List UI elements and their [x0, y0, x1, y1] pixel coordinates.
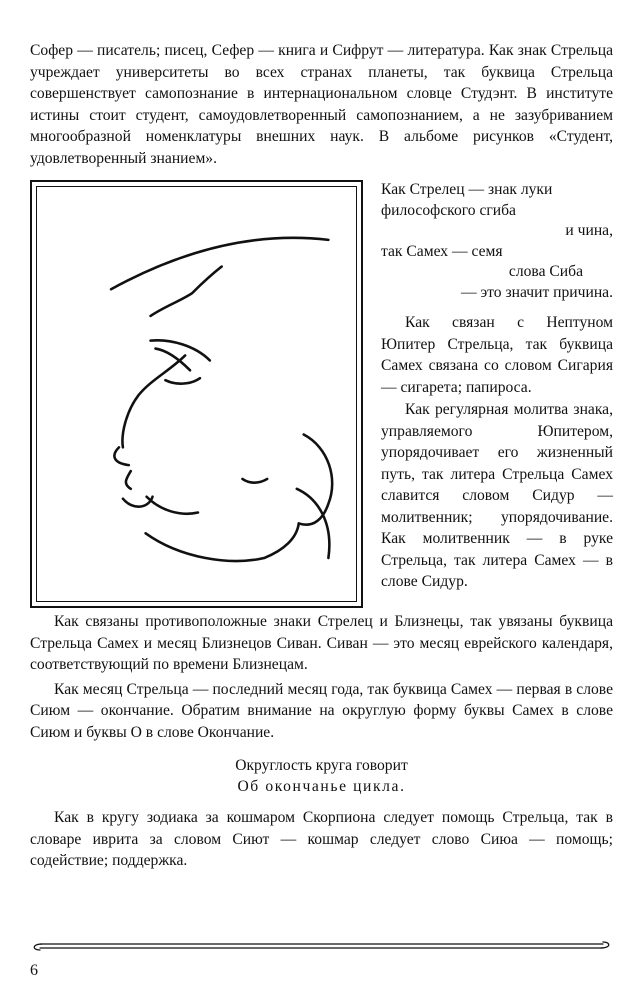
- month-paragraph: Как месяц Стрельца — последний месяц года, так буквица Самех — первая в слове Сиюм — окончание. Обратим внимание на округлую форму буквы Самех в слове Сиюм и буквы О в слове Окончание.: [30, 680, 613, 741]
- poem-line: так Самех — семя: [381, 242, 503, 260]
- poem-line: Округлость круга говорит: [235, 757, 408, 774]
- poem-line: и чина,: [565, 222, 613, 239]
- prayer-paragraph: Как регулярная молитва знака, управляемого Юпитером, упорядочивает его жизненный путь, так литера Стрельца Самех славится словом Сидур — молитвенник; упорядочивание. Как молитвенник — в руке Стрельца, так литера Самех — в слове Сидур.: [381, 401, 613, 590]
- poem-line: философского сгиба: [381, 201, 516, 219]
- face-line-drawing: [32, 182, 361, 606]
- neptune-paragraph: Как связан с Нептуном Юпитер Стрельца, так буквица Самех связана со словом Сигария — сигарета; папироса.: [381, 314, 613, 396]
- figure-row: [30, 180, 613, 608]
- poem-line: Об окончанье цикла.: [237, 778, 406, 795]
- poem-line: слова Сиба: [508, 263, 583, 280]
- page-number: 6: [30, 962, 38, 979]
- side-column: [381, 180, 613, 608]
- help-paragraph: Как в кругу зодиака за кошмаром Скорпиона следует помощь Стрельца, так в словаре иврита за словом Сиют — кошмар следует слово Сиюа — помощь; содействие; поддержка.: [30, 809, 613, 869]
- poem-line: — это значит причина.: [460, 283, 613, 301]
- poem-line: Как Стрелец — знак луки: [381, 181, 553, 198]
- circle-poem: [30, 755, 613, 797]
- archer-poem: [381, 180, 613, 303]
- opposite-signs-paragraph: Как связаны противоположные знаки Стрелец и Близнецы, так увязаны буквица Стрельца Самех и месяц Близнецов Сиван. Сиван — это месяц еврейского календаря, соответствующий по времени Близнецам.: [30, 613, 613, 673]
- decorative-footer-rule: [30, 940, 613, 952]
- face-sketch-illustration: [30, 180, 363, 608]
- intro-paragraph: Софер — писатель; писец, Сефер — книга и Сифрут — литература. Как знак Стрельца учреждает университеты во всех странах планеты, так буквица Стрельца совершенствует самопознание в интернациональном словце Студэнт. В институте истины стоит студент, самоудовлетворенный самопознанием, а не зазубриванием многообразной номенклатуры внешних наук. В альбоме рисунков «Студент, удовлетворенный знанием».: [30, 42, 613, 167]
- page-content: [30, 40, 613, 872]
